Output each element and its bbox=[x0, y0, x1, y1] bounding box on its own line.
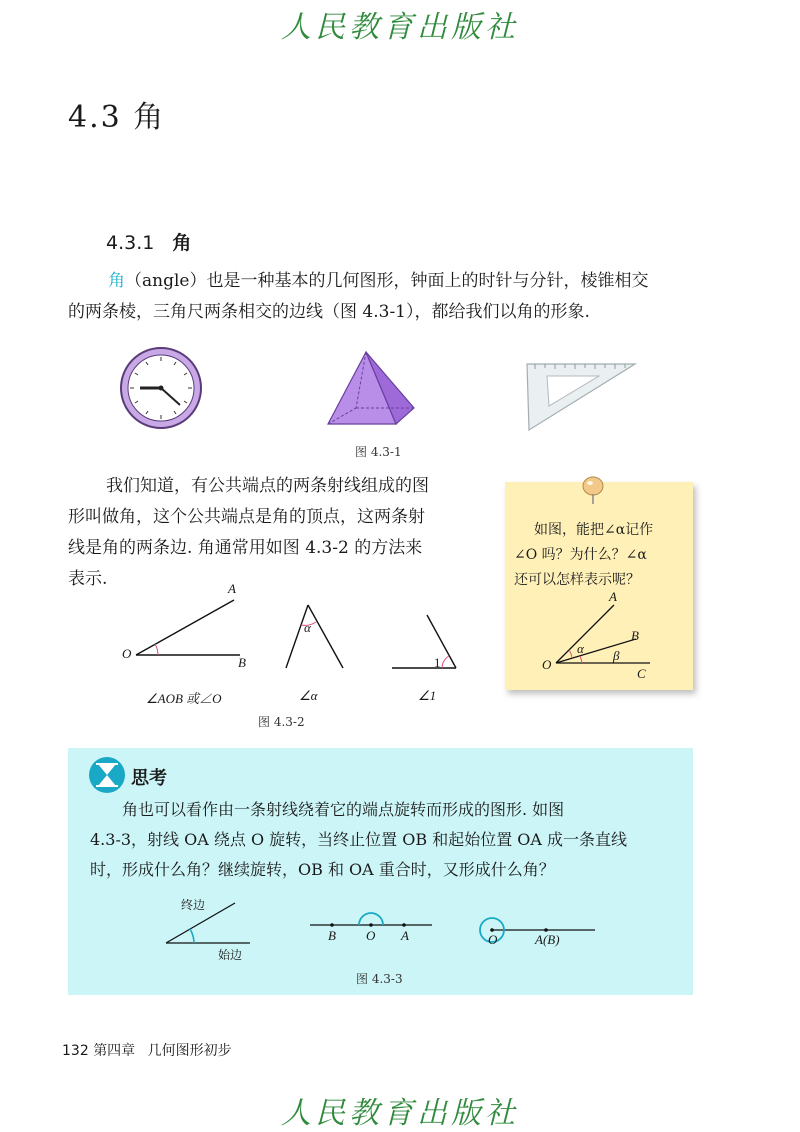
label-o: O bbox=[122, 646, 132, 661]
clock-icon bbox=[118, 345, 204, 431]
pushpin-icon bbox=[578, 472, 608, 506]
angle-name-aob: ∠AOB 或∠O bbox=[146, 691, 222, 706]
publisher-logo-top: 人民教育出版社 bbox=[281, 10, 519, 45]
initial-side-label: 始边 bbox=[218, 948, 243, 962]
term-angle: 角 bbox=[108, 271, 125, 291]
angle-name-one: ∠1 bbox=[418, 688, 437, 703]
think-text bbox=[90, 795, 680, 885]
note-line-2: ∠O 吗？为什么？∠α bbox=[514, 547, 647, 563]
note-line-1: 如图，能把∠α记作 bbox=[534, 522, 654, 538]
note-label-o: O bbox=[542, 657, 552, 672]
terminal-side-label: 终边 bbox=[181, 898, 206, 912]
publisher-logo-bottom: 人民教育出版社 bbox=[281, 1096, 519, 1131]
fig3-label-o: O bbox=[366, 928, 376, 943]
label-alpha: α bbox=[304, 620, 311, 635]
figure-4-3-3-caption: 图 4.3-3 bbox=[356, 972, 403, 986]
figure-4-3-2-caption: 图 4.3-2 bbox=[258, 715, 305, 729]
figure-4-3-2-diagram bbox=[118, 580, 478, 680]
definition-line-4: 表示. bbox=[68, 569, 108, 589]
think-line-1: 角也可以看作由一条射线绕着它的端点旋转而形成的图形. 如图 bbox=[122, 800, 565, 819]
intro-line-1-text: （angle）也是一种基本的几何图形，钟面上的时针与分针，棱锥相交 bbox=[125, 271, 649, 291]
label-a: A bbox=[228, 581, 236, 596]
definition-line-3: 线是角的两条边. 角通常用如图 4.3-2 的方法来 bbox=[68, 538, 423, 558]
think-line-3: 时，形成什么角？继续旋转，OB 和 OA 重合时，又形成什么角？ bbox=[90, 860, 555, 879]
note-angle-diagram bbox=[540, 595, 690, 680]
chapter-number: 第四章 bbox=[93, 1043, 136, 1059]
angle-name-alpha: ∠α bbox=[299, 688, 318, 703]
intro-line-1 bbox=[108, 266, 708, 297]
hourglass-icon bbox=[88, 756, 126, 794]
section-title: 4.3 角 bbox=[68, 100, 166, 135]
page-number: 132 bbox=[62, 1043, 89, 1059]
note-label-beta: β bbox=[613, 648, 620, 663]
definition-line-2: 形叫做角，这个公共端点是角的顶点，这两条射 bbox=[68, 507, 425, 527]
figure-4-3-1-caption: 图 4.3-1 bbox=[355, 445, 402, 459]
note-label-b: B bbox=[631, 628, 639, 643]
page-footer bbox=[62, 1040, 232, 1060]
subsection-number: 4.3.1 bbox=[106, 232, 155, 254]
note-label-alpha: α bbox=[577, 641, 584, 656]
think-title: 思考 bbox=[131, 768, 167, 789]
definition-line-1: 我们知道，有公共端点的两条射线组成的图 bbox=[106, 476, 429, 496]
fig3-label-a: A bbox=[401, 928, 409, 943]
note-label-c: C bbox=[637, 666, 646, 681]
note-label-a: A bbox=[609, 589, 617, 604]
fig3-label-b: B bbox=[328, 928, 336, 943]
subsection-heading bbox=[106, 228, 191, 255]
chapter-title: 几何图形初步 bbox=[147, 1043, 232, 1059]
label-b: B bbox=[238, 655, 246, 670]
label-one: 1 bbox=[434, 655, 441, 670]
note-text bbox=[514, 518, 686, 593]
intro-line-2: 的两条棱，三角尺两条相交的边线（图 4.3-1），都给我们以角的形象. bbox=[68, 302, 590, 322]
set-square-icon bbox=[525, 360, 637, 432]
pyramid-icon bbox=[322, 350, 418, 430]
note-line-3: 还可以怎样表示呢？ bbox=[514, 572, 640, 588]
subsection-title: 角 bbox=[172, 232, 192, 254]
fig3-label-ab: A(B) bbox=[535, 932, 560, 947]
fig3-label-o2: O bbox=[488, 932, 498, 947]
think-line-2: 4.3-3，射线 OA 绕点 O 旋转，当终止位置 OB 和起始位置 OA 成一条直线 bbox=[90, 830, 628, 849]
